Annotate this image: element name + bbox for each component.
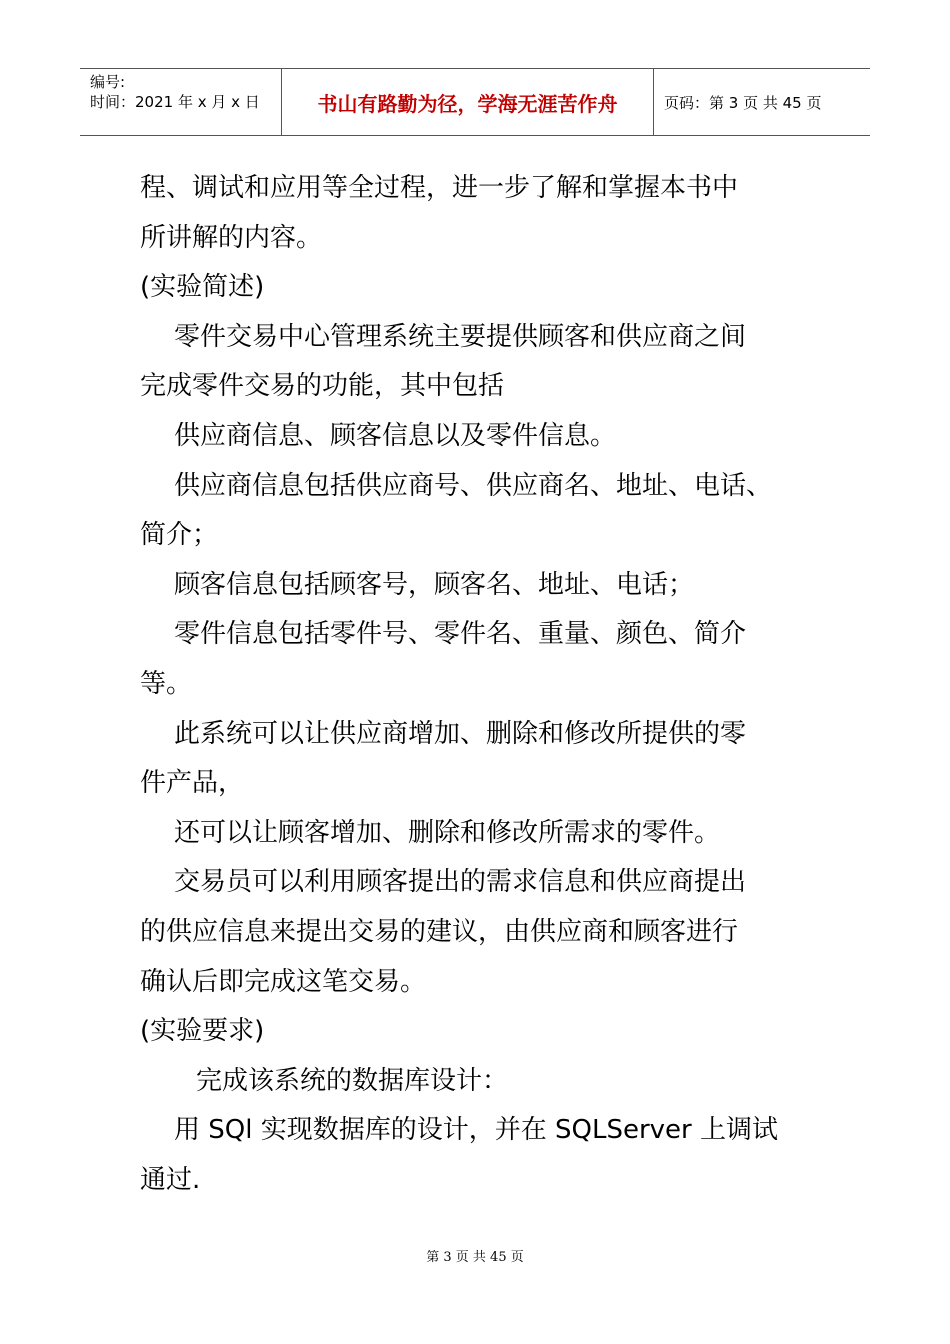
paragraph-line: 还可以让顾客增加、删除和修改所需求的零件。 — [174, 817, 721, 848]
paragraph-line: 通过. — [140, 1164, 201, 1195]
paragraph-line: 完成零件交易的功能，其中包括 — [140, 371, 505, 402]
paragraph-line: 简介； — [140, 520, 219, 551]
paragraph-line: 用 SQl 实现数据库的设计，并在 SQLServer 上调试 — [174, 1115, 778, 1146]
paragraph-line: 顾客信息包括顾客号，顾客名、地址、电话； — [174, 569, 695, 600]
document-body — [140, 164, 840, 1205]
section-heading-requirements: (实验要求) — [140, 1016, 265, 1047]
header-motto: 书山有路勤为径，学海无涯苦作舟 — [282, 69, 654, 135]
paragraph-line: 程、调试和应用等全过程，进一步了解和掌握本书中 — [140, 173, 739, 203]
paragraph-line: 零件信息包括零件号、零件名、重量、颜色、简介 — [174, 619, 747, 650]
paragraph-line: 所讲解的内容。 — [140, 222, 323, 253]
header-meta — [80, 69, 282, 135]
section-heading-overview: (实验简述) — [140, 272, 265, 303]
paragraph-line: 供应商信息包括供应商号、供应商名、地址、电话、 — [174, 470, 773, 501]
page-footer: 第 3 页 共 45 页 — [426, 1250, 524, 1265]
paragraph-line: 件产品， — [140, 768, 245, 799]
paragraph-line: 交易员可以利用顾客提出的需求信息和供应商提出 — [174, 867, 747, 898]
paragraph-line: 此系统可以让供应商增加、删除和修改所提供的零 — [174, 718, 747, 749]
header-page-info: 页码：第 3 页 共 45 页 — [664, 93, 822, 112]
paragraph-line: 供应商信息、顾客信息以及零件信息。 — [174, 420, 617, 451]
paragraph-line: 的供应信息来提出交易的建议，由供应商和顾客进行 — [140, 916, 739, 947]
document-date: 时间：2021 年 x 月 x 日 — [90, 93, 260, 111]
document-number-label: 编号: — [90, 73, 126, 91]
page-header — [80, 68, 870, 136]
paragraph-line: 零件交易中心管理系统主要提供顾客和供应商之间 — [174, 321, 747, 352]
paragraph-line: 完成该系统的数据库设计： — [196, 1065, 509, 1096]
paragraph-line: 确认后即完成这笔交易。 — [140, 966, 427, 997]
paragraph-line: 等。 — [140, 668, 193, 699]
